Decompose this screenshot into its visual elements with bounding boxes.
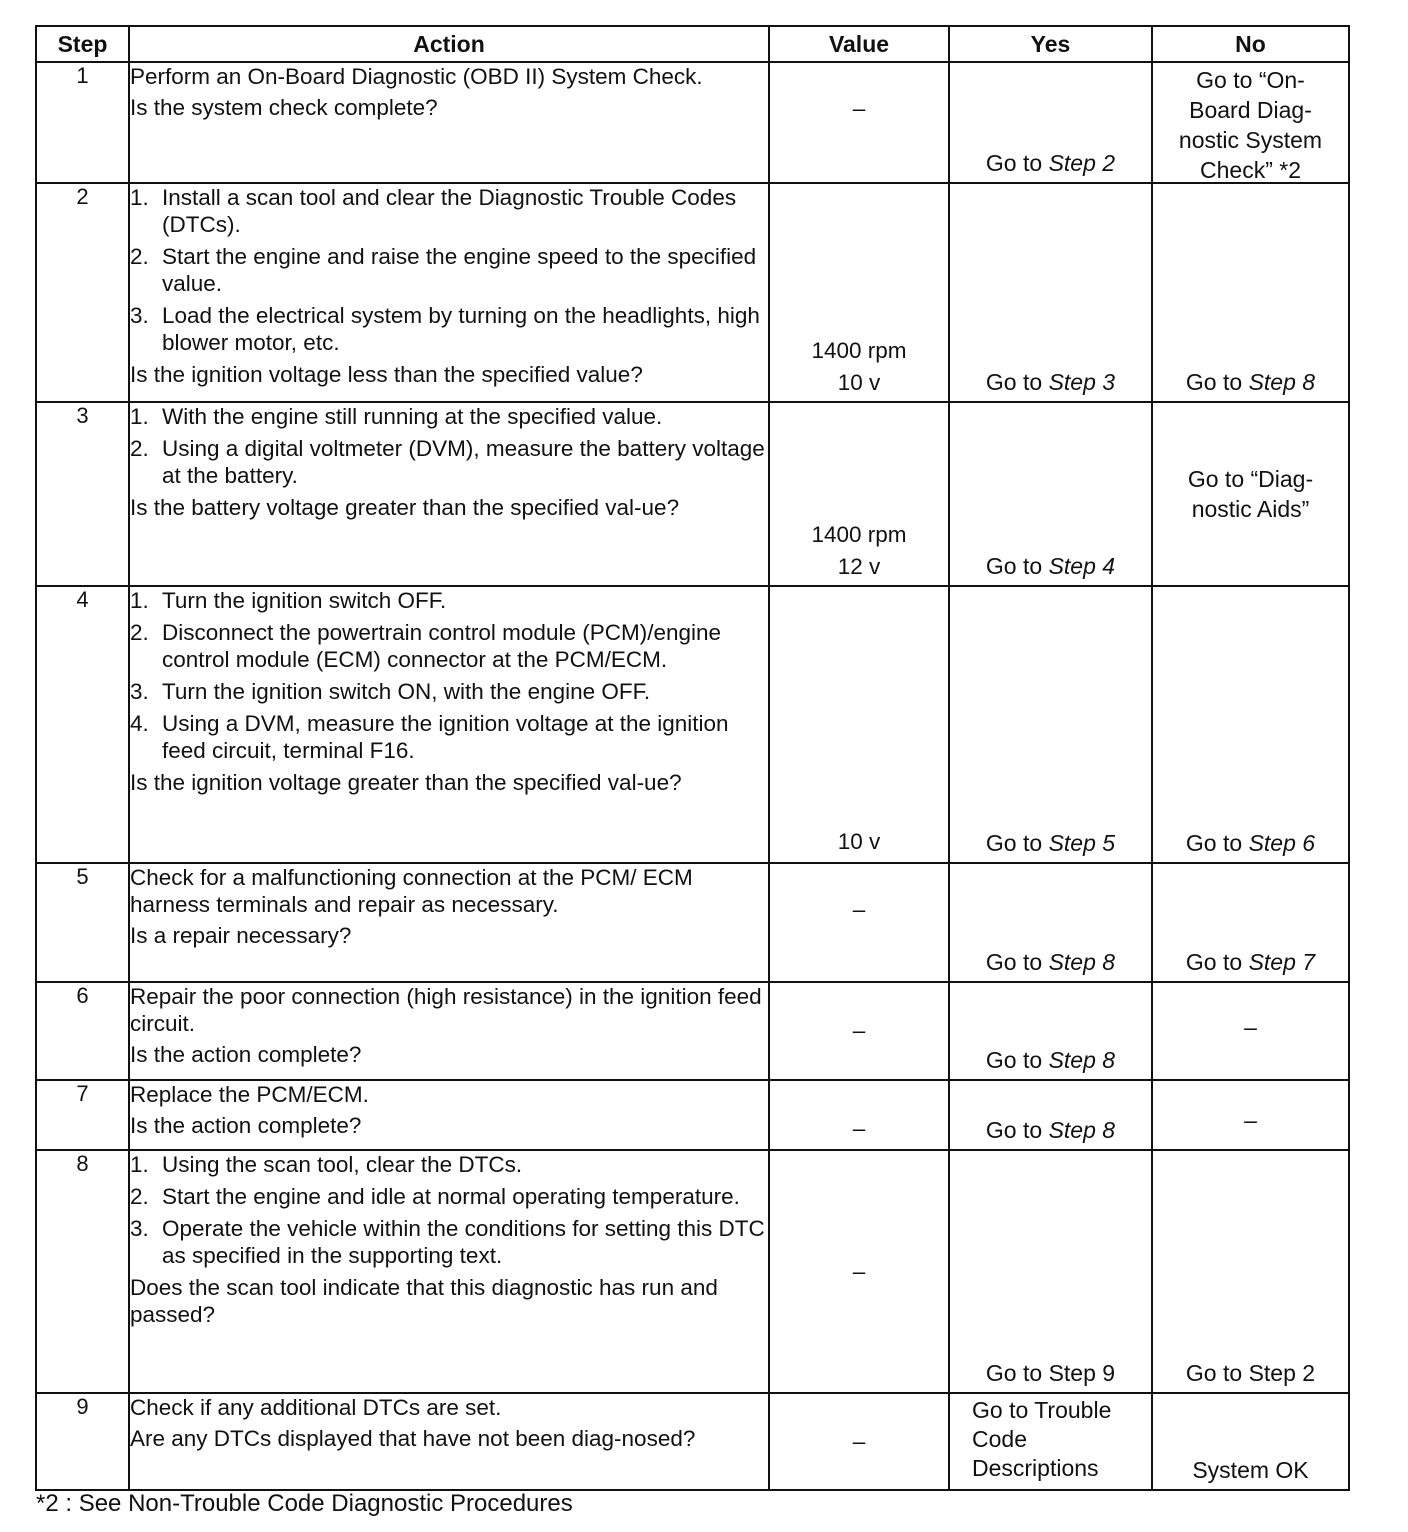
header-action: Action <box>129 26 769 62</box>
value-cell <box>769 863 949 982</box>
table-row <box>36 586 1349 863</box>
step-number: 6 <box>36 982 129 1080</box>
no-cell <box>1152 1150 1349 1393</box>
yes-cell <box>949 1080 1152 1150</box>
yes-goto-line[interactable]: Code <box>972 1426 1027 1452</box>
action-question: Is the action complete? <box>130 1042 362 1067</box>
yes-goto-line[interactable]: Go to Trouble <box>972 1397 1112 1423</box>
value-cell <box>769 62 949 183</box>
action-list <box>130 1151 768 1269</box>
yes-box <box>950 368 1151 397</box>
header-step: Step <box>36 26 129 62</box>
yes-box <box>950 1046 1151 1075</box>
yes-box <box>950 1359 1151 1388</box>
action-item-number: 1. <box>130 185 149 210</box>
no-box <box>1153 1456 1348 1485</box>
action-paragraph: Replace the PCM/ECM. <box>130 1082 369 1107</box>
header-row <box>36 26 1349 62</box>
no-dash: – <box>1244 1107 1257 1133</box>
goto-target: Step 3 <box>1048 369 1116 395</box>
action-cell <box>129 982 769 1080</box>
goto-prefix: Go to <box>1185 949 1249 975</box>
action-item-text: Turn the ignition switch ON, with the engine OFF. <box>162 679 651 704</box>
action-item-number: 1. <box>130 404 149 429</box>
step-number: 3 <box>36 402 129 586</box>
value-cell <box>769 982 949 1080</box>
value-line: – <box>852 1428 866 1454</box>
action-item <box>130 243 768 297</box>
yes-goto-link[interactable] <box>950 149 1151 178</box>
action-question: Is the ignition voltage greater than the specified val-ue? <box>130 770 682 795</box>
action-paragraph: Repair the poor connection (high resistance) in the ignition feed circuit. <box>130 984 762 1036</box>
no-cell <box>1152 1393 1349 1490</box>
no-goto-link[interactable] <box>1153 829 1348 858</box>
value-box <box>770 1113 948 1145</box>
table-header <box>36 26 1349 62</box>
action-question: Is the system check complete? <box>130 95 438 120</box>
action-cell <box>129 402 769 586</box>
action-item-text: Using the scan tool, clear the DTCs. <box>162 1152 523 1177</box>
value-line: 1400 rpm <box>811 338 907 363</box>
table-row <box>36 982 1349 1080</box>
goto-prefix: Go to <box>985 830 1049 856</box>
value-cell <box>769 586 949 863</box>
action-item-number: 2. <box>130 244 149 269</box>
goto-target: Step 8 <box>1048 1047 1116 1073</box>
goto-prefix: Go to <box>985 553 1049 579</box>
action-question: Is the action complete? <box>130 1113 362 1138</box>
value-box <box>770 335 948 399</box>
action-item <box>130 1151 768 1178</box>
no-box <box>1153 1013 1348 1042</box>
action-item-number: 2. <box>130 436 149 461</box>
goto-target: Step 7 <box>1248 949 1316 975</box>
table-row <box>36 1080 1349 1150</box>
no-box <box>1153 829 1348 858</box>
value-cell <box>769 183 949 402</box>
goto-target: Step 8 <box>1048 949 1116 975</box>
action-list <box>130 184 768 356</box>
yes-cell <box>949 863 1152 982</box>
no-goto-link[interactable] <box>1153 368 1348 397</box>
action-cell <box>129 62 769 183</box>
goto-target: Step 5 <box>1048 830 1116 856</box>
footnote: *2 : See Non-Trouble Code Diagnostic Procedures <box>36 1490 573 1517</box>
step-number: 4 <box>36 586 129 863</box>
no-goto-link[interactable]: Go to Step 2 <box>1185 1360 1316 1386</box>
action-cell <box>129 1393 769 1490</box>
action-list <box>130 587 768 764</box>
yes-goto-link[interactable] <box>950 368 1151 397</box>
no-cell <box>1152 402 1349 586</box>
action-item-text: Operate the vehicle within the conditions for setting this DTC as specified in the supporting text. <box>162 1216 765 1268</box>
action-item-number: 1. <box>130 1152 149 1177</box>
table-row <box>36 402 1349 586</box>
action-question: Are any DTCs displayed that have not been diag-nosed? <box>130 1426 696 1451</box>
value-cell <box>769 1393 949 1490</box>
goto-target: Step 2 <box>1048 150 1116 176</box>
action-question: Does the scan tool indicate that this diagnostic has run and passed? <box>130 1275 718 1327</box>
action-item <box>130 184 768 238</box>
no-goto-link[interactable] <box>1153 948 1348 977</box>
action-question: Is a repair necessary? <box>130 923 352 948</box>
yes-goto-link[interactable] <box>950 1116 1151 1145</box>
step-number: 1 <box>36 62 129 183</box>
action-item <box>130 678 768 705</box>
action-item-text: Using a digital voltmeter (DVM), measure the battery voltage at the battery. <box>162 436 765 488</box>
no-goto-line[interactable]: Board Diag- <box>1189 97 1312 123</box>
no-box <box>1153 368 1348 397</box>
no-box <box>1153 1359 1348 1388</box>
value-line: 12 v <box>837 554 881 579</box>
action-item <box>130 619 768 673</box>
value-cell <box>769 1080 949 1150</box>
no-goto-line[interactable]: Go to “On- <box>1196 67 1305 93</box>
value-line: 1400 rpm <box>811 522 907 547</box>
action-item <box>130 587 768 614</box>
value-line: – <box>852 96 866 121</box>
yes-cell <box>949 1393 1152 1490</box>
action-item-number: 2. <box>130 1184 149 1209</box>
action-cell <box>129 1080 769 1150</box>
yes-cell <box>949 1150 1152 1393</box>
action-item-text: Disconnect the powertrain control module (PCM)/engine control module (ECM) connector at the PCM/ECM. <box>162 620 722 672</box>
goto-prefix: Go to <box>1185 830 1249 856</box>
no-box <box>1153 948 1348 977</box>
no-cell <box>1152 183 1349 402</box>
value-line: – <box>852 1018 866 1043</box>
value-box <box>770 1015 948 1047</box>
header-value: Value <box>769 26 949 62</box>
yes-cell <box>949 62 1152 183</box>
no-dash: – <box>1244 1014 1257 1040</box>
value-line: – <box>852 1116 866 1141</box>
no-cell <box>1152 62 1349 183</box>
action-question: Is the ignition voltage less than the specified value? <box>130 362 643 387</box>
table-row <box>36 1393 1349 1490</box>
value-cell <box>769 402 949 586</box>
yes-goto-link[interactable] <box>950 829 1151 858</box>
action-cell <box>129 863 769 982</box>
step-number: 9 <box>36 1393 129 1490</box>
value-box <box>770 1256 948 1288</box>
action-question: Is the battery voltage greater than the specified val-ue? <box>130 495 680 520</box>
yes-goto-link[interactable] <box>950 552 1151 581</box>
value-cell <box>769 1150 949 1393</box>
goto-target: Step 8 <box>1248 369 1316 395</box>
value-box <box>770 93 948 125</box>
yes-goto-link[interactable] <box>950 1046 1151 1075</box>
no-goto-line[interactable]: Go to “Diag- <box>1187 466 1314 492</box>
action-item-number: 3. <box>130 679 149 704</box>
header-yes: Yes <box>949 26 1152 62</box>
action-item <box>130 302 768 356</box>
value-line: – <box>852 1258 866 1284</box>
action-item <box>130 403 768 430</box>
no-goto-line[interactable]: Check” *2 <box>1200 157 1301 183</box>
action-item-text: Install a scan tool and clear the Diagnostic Trouble Codes (DTCs). <box>162 185 737 237</box>
action-item <box>130 1215 768 1269</box>
value-box <box>770 519 948 583</box>
action-list <box>130 403 768 489</box>
header-no: No <box>1152 26 1349 62</box>
goto-target: Step 4 <box>1048 553 1116 579</box>
yes-box <box>950 829 1151 858</box>
yes-cell <box>949 183 1152 402</box>
table-row <box>36 1150 1349 1393</box>
yes-goto-link[interactable]: Go to Step 9 <box>985 1360 1116 1386</box>
yes-box <box>950 1116 1151 1145</box>
value-box <box>770 1426 948 1458</box>
action-paragraph: Check if any additional DTCs are set. <box>130 1395 502 1420</box>
step-number: 5 <box>36 863 129 982</box>
action-cell <box>129 183 769 402</box>
action-paragraph: Perform an On-Board Diagnostic (OBD II) System Check. <box>130 64 703 89</box>
table-row <box>36 863 1349 982</box>
goto-prefix: Go to <box>985 949 1049 975</box>
no-box <box>1153 464 1348 524</box>
yes-goto-line[interactable]: Descriptions <box>972 1455 1099 1481</box>
action-item-text: Using a DVM, measure the ignition voltage at the ignition feed circuit, terminal F16. <box>162 711 729 763</box>
no-box <box>1153 65 1348 185</box>
action-item-number: 1. <box>130 588 149 613</box>
action-item <box>130 435 768 489</box>
no-cell <box>1152 586 1349 863</box>
action-item-text: Load the electrical system by turning on the headlights, high blower motor, etc. <box>162 303 760 355</box>
action-item-number: 3. <box>130 1216 149 1241</box>
goto-prefix: Go to <box>985 150 1049 176</box>
step-number: 2 <box>36 183 129 402</box>
value-box <box>770 826 948 858</box>
action-cell <box>129 586 769 863</box>
yes-cell <box>949 982 1152 1080</box>
action-item-number: 4. <box>130 711 149 736</box>
goto-target: Step 8 <box>1048 1117 1116 1143</box>
action-item-text: Start the engine and raise the engine speed to the specified value. <box>162 244 757 296</box>
action-item <box>130 710 768 764</box>
yes-cell <box>949 586 1152 863</box>
goto-prefix: Go to <box>1185 369 1249 395</box>
yes-box <box>950 149 1151 178</box>
yes-cell <box>949 402 1152 586</box>
action-item-number: 3. <box>130 303 149 328</box>
goto-prefix: Go to <box>985 369 1049 395</box>
value-box <box>770 894 948 926</box>
goto-target: Step 6 <box>1248 830 1316 856</box>
no-goto-link: System OK <box>1192 1457 1309 1483</box>
yes-goto-link[interactable] <box>950 948 1151 977</box>
diagnostic-table <box>35 25 1350 1491</box>
action-item-number: 2. <box>130 620 149 645</box>
no-goto-line[interactable]: nostic System <box>1178 127 1323 153</box>
action-item <box>130 1183 768 1210</box>
action-item-text: With the engine still running at the specified value. <box>162 404 663 429</box>
step-number: 7 <box>36 1080 129 1150</box>
value-line: 10 v <box>837 829 881 854</box>
table-body <box>36 62 1349 1490</box>
yes-box <box>950 1396 1151 1483</box>
action-cell <box>129 1150 769 1393</box>
goto-prefix: Go to <box>985 1117 1049 1143</box>
no-box <box>1153 1106 1348 1135</box>
no-cell <box>1152 863 1349 982</box>
no-cell <box>1152 982 1349 1080</box>
value-line: – <box>852 897 866 922</box>
goto-prefix: Go to <box>985 1047 1049 1073</box>
action-paragraph: Check for a malfunctioning connection at the PCM/ ECM harness terminals and repair as necessary. <box>130 865 693 917</box>
action-item-text: Turn the ignition switch OFF. <box>162 588 447 613</box>
yes-box <box>950 948 1151 977</box>
table-row <box>36 183 1349 402</box>
no-goto-line[interactable]: nostic Aids” <box>1191 496 1310 522</box>
table-row <box>36 62 1349 183</box>
action-item-text: Start the engine and idle at normal operating temperature. <box>162 1184 740 1209</box>
yes-box <box>950 552 1151 581</box>
no-cell <box>1152 1080 1349 1150</box>
value-line: 10 v <box>837 370 881 395</box>
step-number: 8 <box>36 1150 129 1393</box>
